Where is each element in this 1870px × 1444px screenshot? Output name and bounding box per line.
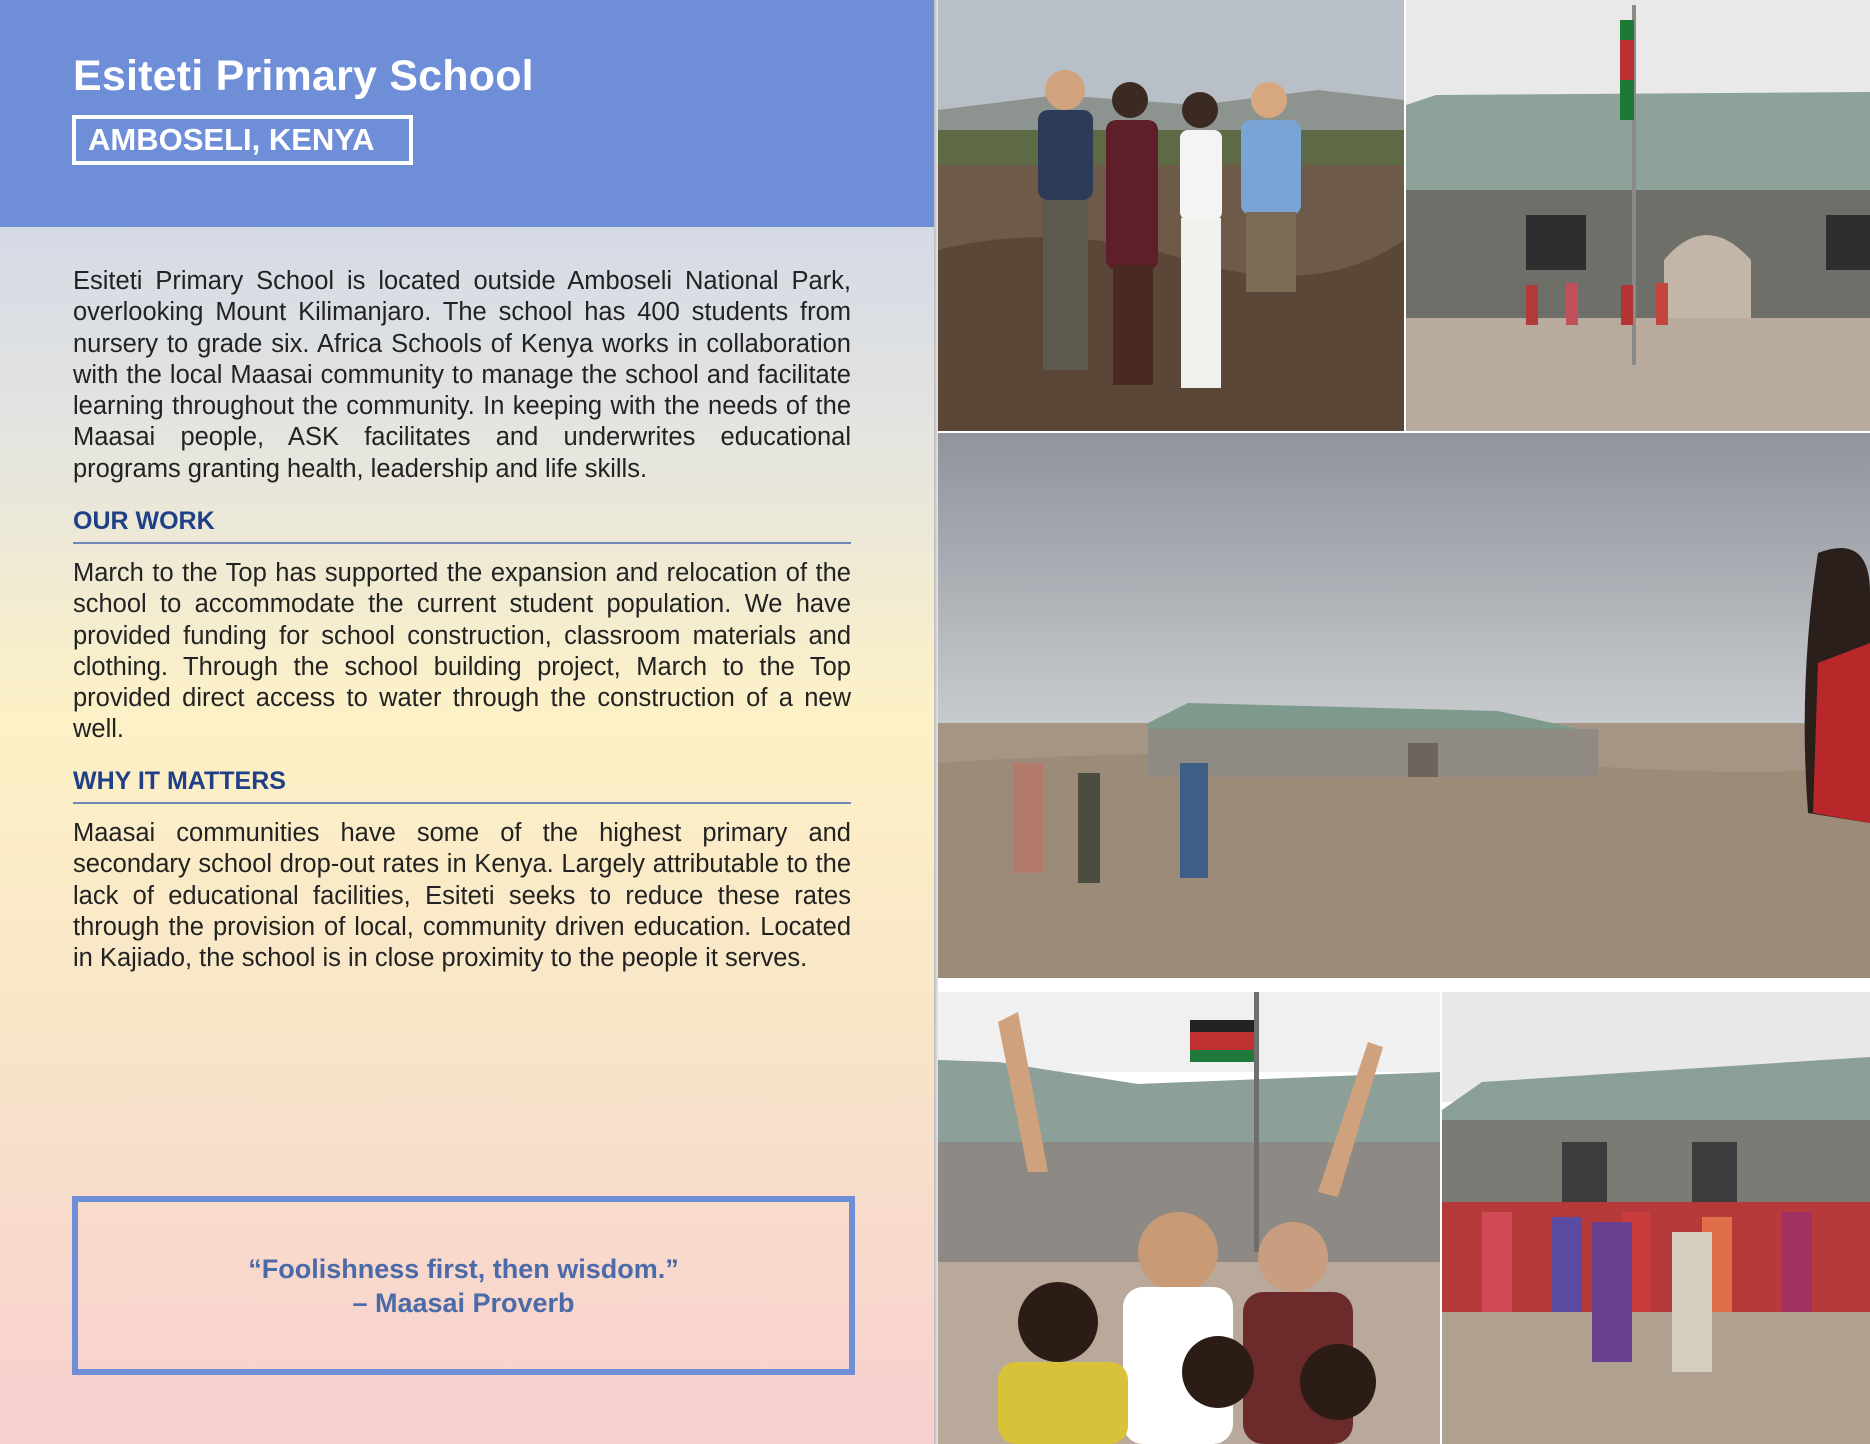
header-band xyxy=(0,0,934,227)
why-it-matters-heading: WHY IT MATTERS xyxy=(73,767,851,804)
quote-box xyxy=(72,1196,855,1375)
school-landscape-photo xyxy=(938,433,1870,978)
our-work-heading: OUR WORK xyxy=(73,507,851,544)
intro-paragraph: Esiteti Primary School is located outside Amboseli National Park, overlooking Mount Kilimanjaro. The school has 400 students from nursery to grade six. Africa Schools of Kenya works in collaboration with the local Maasai community to manage the school and facilitate learning throughout the community. In keeping with the needs of the Maasai people, ASK facilitates and underwrites educational programs granting health, leadership and life skills. xyxy=(73,267,851,483)
community-gathering-photo xyxy=(1442,992,1870,1444)
our-work-paragraph: March to the Top has supported the expansion and relocation of the school to accommodate the current student population. We have provided funding for school construction, classroom materials and clothing. Through the school building project, March to the Top provided direct access to water through the construction of a new well. xyxy=(73,559,851,744)
group-portrait-photo xyxy=(938,0,1404,431)
text-panel xyxy=(0,0,934,1444)
proverb-quote xyxy=(78,1252,849,1320)
page-title: Esiteti Primary School xyxy=(73,52,534,100)
proverb-attribution: – Maasai Proverb xyxy=(352,1288,575,1318)
why-it-matters-paragraph: Maasai communities have some of the highest primary and secondary school drop-out rates in Kenya. Largely attributable to the lack of educational facilities, Esiteti seeks to reduce these rates through the provision of local, community driven education. Located in Kajiado, the school is in close proximity to the people it serves. xyxy=(73,819,851,973)
proverb-text: “Foolishness first, then wisdom.” xyxy=(248,1254,679,1284)
location-badge: AMBOSELI, KENYA xyxy=(72,115,413,165)
school-building-flag-photo xyxy=(1406,0,1870,431)
celebration-crowd-photo xyxy=(938,992,1440,1444)
